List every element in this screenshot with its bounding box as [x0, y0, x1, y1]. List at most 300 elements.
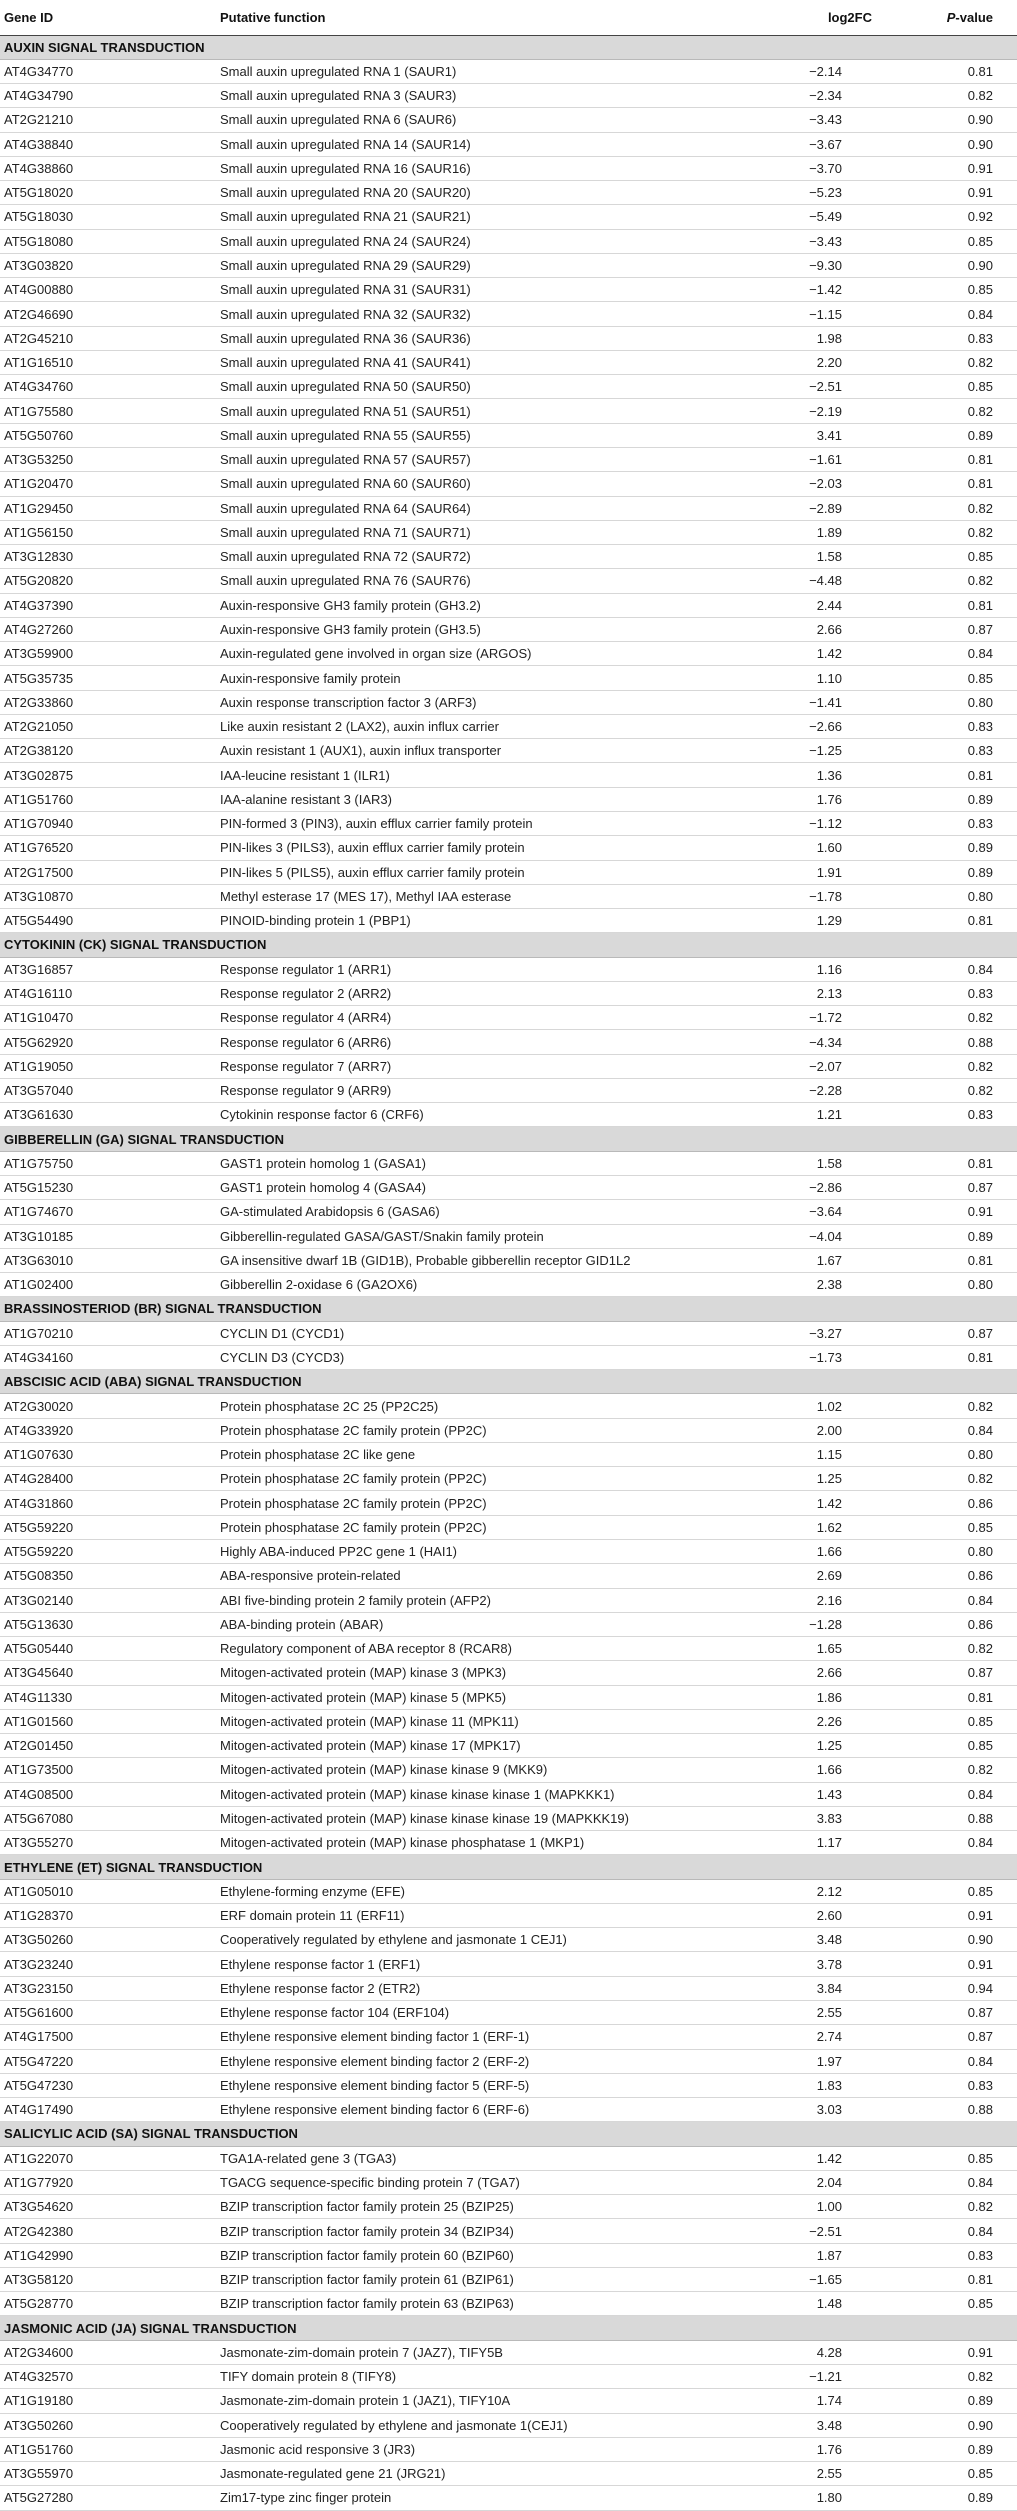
p-value-cell: 0.85 [896, 278, 1017, 302]
table-row [0, 836, 1017, 860]
table-row [0, 1734, 1017, 1758]
log2fc-cell: −4.04 [716, 1224, 896, 1248]
putative-function-cell: Small auxin upregulated RNA 29 (SAUR29) [216, 253, 716, 277]
putative-function-cell: Small auxin upregulated RNA 31 (SAUR31) [216, 278, 716, 302]
log2fc-cell: −5.23 [716, 181, 896, 205]
p-value-cell: 0.89 [896, 2389, 1017, 2413]
putative-function-cell: CYCLIN D3 (CYCD3) [216, 1345, 716, 1369]
p-value-cell: 0.83 [896, 739, 1017, 763]
gene-id-cell: AT1G70940 [0, 812, 216, 836]
p-value-cell: 0.91 [896, 1200, 1017, 1224]
putative-function-cell: TGACG sequence-specific binding protein 7 (TGA7) [216, 2170, 716, 2194]
putative-function-cell: Small auxin upregulated RNA 41 (SAUR41) [216, 350, 716, 374]
table-row [0, 1539, 1017, 1563]
section-header-row [0, 1855, 1017, 1879]
putative-function-cell: Protein phosphatase 2C family protein (PP2C) [216, 1418, 716, 1442]
putative-function-cell: Mitogen-activated protein (MAP) kinase 3 (MPK3) [216, 1661, 716, 1685]
log2fc-cell: −2.51 [716, 375, 896, 399]
putative-function-cell: TIFY domain protein 8 (TIFY8) [216, 2365, 716, 2389]
p-value-cell: 0.90 [896, 253, 1017, 277]
log2fc-cell: 1.17 [716, 1831, 896, 1855]
table-row [0, 229, 1017, 253]
table-row [0, 1345, 1017, 1369]
putative-function-cell: Mitogen-activated protein (MAP) kinase 17 (MPK17) [216, 1734, 716, 1758]
putative-function-cell: Cooperatively regulated by ethylene and jasmonate 1(CEJ1) [216, 2413, 716, 2437]
p-value-cell: 0.81 [896, 472, 1017, 496]
gene-id-cell: AT1G29450 [0, 496, 216, 520]
table-row [0, 1976, 1017, 2000]
log2fc-cell: −1.61 [716, 448, 896, 472]
table-row [0, 1903, 1017, 1927]
gene-id-cell: AT1G16510 [0, 350, 216, 374]
table-row [0, 1782, 1017, 1806]
table-row [0, 2219, 1017, 2243]
section-header-row [0, 35, 1017, 59]
log2fc-cell: 1.97 [716, 2049, 896, 2073]
table-row [0, 2340, 1017, 2364]
p-value-cell: 0.81 [896, 763, 1017, 787]
p-value-cell: 0.81 [896, 1685, 1017, 1709]
p-value-cell: 0.89 [896, 2437, 1017, 2461]
log2fc-cell: 3.41 [716, 423, 896, 447]
table-row [0, 1054, 1017, 1078]
p-value-cell: 0.82 [896, 1006, 1017, 1030]
putative-function-cell: Response regulator 4 (ARR4) [216, 1006, 716, 1030]
putative-function-cell: Small auxin upregulated RNA 36 (SAUR36) [216, 326, 716, 350]
table-row [0, 326, 1017, 350]
putative-function-cell: GAST1 protein homolog 4 (GASA4) [216, 1175, 716, 1199]
log2fc-cell: −3.27 [716, 1321, 896, 1345]
putative-function-cell: Cooperatively regulated by ethylene and jasmonate 1 CEJ1) [216, 1928, 716, 1952]
gene-id-cell: AT3G10185 [0, 1224, 216, 1248]
gene-id-cell: AT4G34790 [0, 84, 216, 108]
gene-id-cell: AT3G10870 [0, 884, 216, 908]
table-row [0, 1467, 1017, 1491]
putative-function-cell: Auxin-regulated gene involved in organ size (ARGOS) [216, 642, 716, 666]
p-value-cell: 0.83 [896, 1103, 1017, 1127]
log2fc-cell: 2.38 [716, 1273, 896, 1297]
table-row [0, 108, 1017, 132]
gene-id-cell: AT5G18030 [0, 205, 216, 229]
table-row [0, 884, 1017, 908]
putative-function-cell: Jasmonate-regulated gene 21 (JRG21) [216, 2462, 716, 2486]
table-row [0, 132, 1017, 156]
gene-id-cell: AT3G59900 [0, 642, 216, 666]
table-row [0, 2267, 1017, 2291]
log2fc-cell: −2.03 [716, 472, 896, 496]
table-row [0, 423, 1017, 447]
table-row [0, 496, 1017, 520]
section-header-row [0, 2316, 1017, 2340]
log2fc-cell: 1.43 [716, 1782, 896, 1806]
p-value-cell: 0.90 [896, 132, 1017, 156]
table-row [0, 2243, 1017, 2267]
section-title: ABSCISIC ACID (ABA) SIGNAL TRANSDUCTION [0, 1370, 1017, 1394]
log2fc-cell: 1.62 [716, 1515, 896, 1539]
p-value-cell: 0.83 [896, 981, 1017, 1005]
putative-function-cell: Highly ABA-induced PP2C gene 1 (HAI1) [216, 1539, 716, 1563]
log2fc-cell: −2.89 [716, 496, 896, 520]
putative-function-cell: GAST1 protein homolog 1 (GASA1) [216, 1151, 716, 1175]
log2fc-cell: 1.87 [716, 2243, 896, 2267]
p-value-cell: 0.82 [896, 496, 1017, 520]
putative-function-cell: ERF domain protein 11 (ERF11) [216, 1903, 716, 1927]
putative-function-cell: GA insensitive dwarf 1B (GID1B), Probable gibberellin receptor GID1L2 [216, 1248, 716, 1272]
table-row [0, 1879, 1017, 1903]
table-row [0, 2170, 1017, 2194]
gene-id-cell: AT5G61600 [0, 2001, 216, 2025]
log2fc-cell: 1.15 [716, 1442, 896, 1466]
p-value-cell: 0.85 [896, 666, 1017, 690]
gene-id-cell: AT4G33920 [0, 1418, 216, 1442]
log2fc-cell: −3.67 [716, 132, 896, 156]
log2fc-cell: 2.74 [716, 2025, 896, 2049]
log2fc-cell: 1.60 [716, 836, 896, 860]
table-row [0, 302, 1017, 326]
p-value-cell: 0.87 [896, 2001, 1017, 2025]
putative-function-cell: Protein phosphatase 2C family protein (PP2C) [216, 1467, 716, 1491]
p-value-cell: 0.87 [896, 617, 1017, 641]
table-row [0, 812, 1017, 836]
log2fc-cell: 1.00 [716, 2195, 896, 2219]
log2fc-cell: 1.66 [716, 1758, 896, 1782]
putative-function-cell: Mitogen-activated protein (MAP) kinase phosphatase 1 (MKP1) [216, 1831, 716, 1855]
log2fc-cell: 1.16 [716, 957, 896, 981]
p-value-cell: 0.81 [896, 1345, 1017, 1369]
section-header-row [0, 1297, 1017, 1321]
gene-id-cell: AT3G53250 [0, 448, 216, 472]
table-row [0, 2365, 1017, 2389]
table-row [0, 1564, 1017, 1588]
p-value-cell: 0.80 [896, 690, 1017, 714]
section-title: ETHYLENE (ET) SIGNAL TRANSDUCTION [0, 1855, 1017, 1879]
gene-id-cell: AT4G38840 [0, 132, 216, 156]
p-value-cell: 0.90 [896, 1928, 1017, 1952]
table-row [0, 545, 1017, 569]
gene-id-cell: AT1G73500 [0, 1758, 216, 1782]
p-value-cell: 0.89 [896, 2486, 1017, 2510]
p-value-cell: 0.91 [896, 2340, 1017, 2364]
table-row [0, 1030, 1017, 1054]
p-value-cell: 0.88 [896, 2098, 1017, 2122]
p-value-cell: 0.85 [896, 229, 1017, 253]
gene-id-cell: AT3G12830 [0, 545, 216, 569]
putative-function-cell: Jasmonate-zim-domain protein 7 (JAZ7), TIFY5B [216, 2340, 716, 2364]
putative-function-cell: Protein phosphatase 2C 25 (PP2C25) [216, 1394, 716, 1418]
putative-function-cell: Response regulator 9 (ARR9) [216, 1078, 716, 1102]
p-value-cell: 0.86 [896, 1491, 1017, 1515]
p-value-cell: 0.82 [896, 569, 1017, 593]
log2fc-cell: −2.14 [716, 59, 896, 83]
table-body [0, 35, 1017, 2510]
log2fc-cell: 1.76 [716, 2437, 896, 2461]
p-value-cell: 0.87 [896, 1661, 1017, 1685]
log2fc-cell: 3.48 [716, 1928, 896, 1952]
p-value-cell: 0.80 [896, 1442, 1017, 1466]
table-row [0, 1758, 1017, 1782]
gene-id-cell: AT2G21050 [0, 714, 216, 738]
table-row [0, 1661, 1017, 1685]
log2fc-cell: −3.43 [716, 229, 896, 253]
table-row [0, 1273, 1017, 1297]
p-value-cell: 0.85 [896, 375, 1017, 399]
putative-function-cell: Like auxin resistant 2 (LAX2), auxin influx carrier [216, 714, 716, 738]
putative-function-cell: Auxin response transcription factor 3 (ARF3) [216, 690, 716, 714]
gene-id-cell: AT1G05010 [0, 1879, 216, 1903]
p-value-cell: 0.81 [896, 593, 1017, 617]
table-row [0, 957, 1017, 981]
table-row [0, 1637, 1017, 1661]
gene-id-cell: AT5G18080 [0, 229, 216, 253]
p-value-cell: 0.85 [896, 1879, 1017, 1903]
gene-id-cell: AT5G05440 [0, 1637, 216, 1661]
p-value-cell: 0.92 [896, 205, 1017, 229]
putative-function-cell: Small auxin upregulated RNA 60 (SAUR60) [216, 472, 716, 496]
putative-function-cell: Ethylene responsive element binding factor 5 (ERF-5) [216, 2073, 716, 2097]
table-row [0, 2389, 1017, 2413]
log2fc-cell: −4.48 [716, 569, 896, 593]
p-value-cell: 0.82 [896, 1758, 1017, 1782]
table-header [0, 0, 1017, 35]
p-value-cell: 0.85 [896, 2462, 1017, 2486]
section-header-row [0, 1370, 1017, 1394]
gene-id-cell: AT2G21210 [0, 108, 216, 132]
putative-function-cell: ABA-binding protein (ABAR) [216, 1612, 716, 1636]
putative-function-cell: TGA1A-related gene 3 (TGA3) [216, 2146, 716, 2170]
gene-id-cell: AT3G54620 [0, 2195, 216, 2219]
table-row [0, 1078, 1017, 1102]
log2fc-cell: −2.28 [716, 1078, 896, 1102]
putative-function-cell: Small auxin upregulated RNA 72 (SAUR72) [216, 545, 716, 569]
gene-id-cell: AT4G31860 [0, 1491, 216, 1515]
table-row [0, 1321, 1017, 1345]
gene-id-cell: AT5G13630 [0, 1612, 216, 1636]
log2fc-cell: 1.98 [716, 326, 896, 350]
p-value-cell: 0.82 [896, 399, 1017, 423]
putative-function-cell: Small auxin upregulated RNA 32 (SAUR32) [216, 302, 716, 326]
log2fc-cell: 2.66 [716, 617, 896, 641]
p-value-cell: 0.83 [896, 714, 1017, 738]
p-value-cell: 0.84 [896, 1831, 1017, 1855]
putative-function-cell: Ethylene responsive element binding factor 6 (ERF-6) [216, 2098, 716, 2122]
p-value-cell: 0.87 [896, 1175, 1017, 1199]
log2fc-cell: −1.28 [716, 1612, 896, 1636]
putative-function-cell: BZIP transcription factor family protein 34 (BZIP34) [216, 2219, 716, 2243]
gene-id-cell: AT3G50260 [0, 1928, 216, 1952]
gene-id-cell: AT2G42380 [0, 2219, 216, 2243]
log2fc-cell: 3.78 [716, 1952, 896, 1976]
putative-function-cell: Mitogen-activated protein (MAP) kinase 5 (MPK5) [216, 1685, 716, 1709]
p-value-cell: 0.84 [896, 2219, 1017, 2243]
p-value-cell: 0.82 [896, 1637, 1017, 1661]
section-title: AUXIN SIGNAL TRANSDUCTION [0, 35, 1017, 59]
table-row [0, 1200, 1017, 1224]
gene-id-cell: AT2G33860 [0, 690, 216, 714]
gene-id-cell: AT4G32570 [0, 2365, 216, 2389]
log2fc-cell: 2.13 [716, 981, 896, 1005]
table-row [0, 739, 1017, 763]
log2fc-cell: 2.04 [716, 2170, 896, 2194]
p-value-cell: 0.83 [896, 2073, 1017, 2097]
putative-function-cell: GA-stimulated Arabidopsis 6 (GASA6) [216, 1200, 716, 1224]
putative-function-cell: Small auxin upregulated RNA 57 (SAUR57) [216, 448, 716, 472]
table-row [0, 1491, 1017, 1515]
table-row [0, 1248, 1017, 1272]
gene-id-cell: AT1G77920 [0, 2170, 216, 2194]
table-row [0, 1442, 1017, 1466]
p-value-cell: 0.82 [896, 1078, 1017, 1102]
log2fc-cell: 1.42 [716, 1491, 896, 1515]
log2fc-cell: −3.70 [716, 156, 896, 180]
p-value-cell: 0.94 [896, 1976, 1017, 2000]
header-gene-id: Gene ID [0, 0, 216, 35]
log2fc-cell: 2.69 [716, 1564, 896, 1588]
putative-function-cell: Small auxin upregulated RNA 51 (SAUR51) [216, 399, 716, 423]
p-value-cell: 0.84 [896, 1782, 1017, 1806]
putative-function-cell: Ethylene-forming enzyme (EFE) [216, 1879, 716, 1903]
table-row [0, 2437, 1017, 2461]
putative-function-cell: Small auxin upregulated RNA 71 (SAUR71) [216, 520, 716, 544]
table-row [0, 399, 1017, 423]
table-row [0, 84, 1017, 108]
p-value-cell: 0.89 [896, 1224, 1017, 1248]
p-value-cell: 0.83 [896, 326, 1017, 350]
p-value-cell: 0.83 [896, 2243, 1017, 2267]
gene-id-cell: AT1G70210 [0, 1321, 216, 1345]
log2fc-cell: −1.73 [716, 1345, 896, 1369]
p-value-cell: 0.90 [896, 108, 1017, 132]
table-row [0, 1709, 1017, 1733]
p-value-cell: 0.87 [896, 2025, 1017, 2049]
p-value-cell: 0.81 [896, 909, 1017, 933]
putative-function-cell: Response regulator 6 (ARR6) [216, 1030, 716, 1054]
p-value-cell: 0.85 [896, 545, 1017, 569]
table-row [0, 1103, 1017, 1127]
log2fc-cell: 1.67 [716, 1248, 896, 1272]
putative-function-cell: Zim17-type zinc finger protein [216, 2486, 716, 2510]
table-row [0, 448, 1017, 472]
p-value-cell: 0.82 [896, 1467, 1017, 1491]
section-title: JASMONIC ACID (JA) SIGNAL TRANSDUCTION [0, 2316, 1017, 2340]
p-value-cell: 0.80 [896, 1539, 1017, 1563]
putative-function-cell: Small auxin upregulated RNA 1 (SAUR1) [216, 59, 716, 83]
p-value-cell: 0.82 [896, 1394, 1017, 1418]
log2fc-cell: 1.89 [716, 520, 896, 544]
table-row [0, 2073, 1017, 2097]
gene-id-cell: AT2G46690 [0, 302, 216, 326]
p-value-cell: 0.81 [896, 1248, 1017, 1272]
gene-id-cell: AT3G23240 [0, 1952, 216, 1976]
gene-id-cell: AT3G50260 [0, 2413, 216, 2437]
p-value-cell: 0.81 [896, 59, 1017, 83]
log2fc-cell: −1.15 [716, 302, 896, 326]
gene-id-cell: AT3G61630 [0, 1103, 216, 1127]
section-header-row [0, 1127, 1017, 1151]
putative-function-cell: Small auxin upregulated RNA 21 (SAUR21) [216, 205, 716, 229]
table-row [0, 1515, 1017, 1539]
log2fc-cell: −2.66 [716, 714, 896, 738]
putative-function-cell: Small auxin upregulated RNA 24 (SAUR24) [216, 229, 716, 253]
p-value-cell: 0.88 [896, 1030, 1017, 1054]
gene-id-cell: AT5G28770 [0, 2292, 216, 2316]
gene-id-cell: AT4G34760 [0, 375, 216, 399]
gene-id-cell: AT1G01560 [0, 1709, 216, 1733]
gene-id-cell: AT1G19180 [0, 2389, 216, 2413]
p-value-cell: 0.89 [896, 787, 1017, 811]
gene-id-cell: AT5G59220 [0, 1539, 216, 1563]
table-row [0, 1224, 1017, 1248]
putative-function-cell: Jasmonate-zim-domain protein 1 (JAZ1), TIFY10A [216, 2389, 716, 2413]
table-row [0, 1928, 1017, 1952]
table-row [0, 763, 1017, 787]
putative-function-cell: Protein phosphatase 2C like gene [216, 1442, 716, 1466]
gene-id-cell: AT1G22070 [0, 2146, 216, 2170]
gene-id-cell: AT1G10470 [0, 1006, 216, 1030]
putative-function-cell: PIN-formed 3 (PIN3), auxin efflux carrier family protein [216, 812, 716, 836]
p-value-cell: 0.80 [896, 884, 1017, 908]
table-row [0, 1685, 1017, 1709]
log2fc-cell: 2.00 [716, 1418, 896, 1442]
p-value-cell: 0.85 [896, 2146, 1017, 2170]
gene-id-cell: AT1G74670 [0, 1200, 216, 1224]
log2fc-cell: 2.66 [716, 1661, 896, 1685]
log2fc-cell: −1.21 [716, 2365, 896, 2389]
putative-function-cell: Small auxin upregulated RNA 55 (SAUR55) [216, 423, 716, 447]
log2fc-cell: 3.83 [716, 1806, 896, 1830]
putative-function-cell: BZIP transcription factor family protein 60 (BZIP60) [216, 2243, 716, 2267]
gene-id-cell: AT4G17490 [0, 2098, 216, 2122]
gene-id-cell: AT2G45210 [0, 326, 216, 350]
section-header-row [0, 933, 1017, 957]
p-value-cell: 0.84 [896, 2170, 1017, 2194]
table-row [0, 1151, 1017, 1175]
section-title: SALICYLIC ACID (SA) SIGNAL TRANSDUCTION [0, 2122, 1017, 2146]
log2fc-cell: 4.28 [716, 2340, 896, 2364]
table-row [0, 690, 1017, 714]
putative-function-cell: Mitogen-activated protein (MAP) kinase kinase kinase 19 (MAPKKK19) [216, 1806, 716, 1830]
p-value-cell: 0.81 [896, 448, 1017, 472]
log2fc-cell: 2.26 [716, 1709, 896, 1733]
table-row [0, 617, 1017, 641]
table-row [0, 981, 1017, 1005]
log2fc-cell: 1.86 [716, 1685, 896, 1709]
log2fc-cell: −9.30 [716, 253, 896, 277]
table-row [0, 1006, 1017, 1030]
log2fc-cell: −2.19 [716, 399, 896, 423]
header-p-value [896, 0, 1017, 35]
gene-id-cell: AT1G20470 [0, 472, 216, 496]
putative-function-cell: Regulatory component of ABA receptor 8 (RCAR8) [216, 1637, 716, 1661]
putative-function-cell: BZIP transcription factor family protein 61 (BZIP61) [216, 2267, 716, 2291]
table-row [0, 253, 1017, 277]
gene-id-cell: AT3G57040 [0, 1078, 216, 1102]
gene-id-cell: AT5G20820 [0, 569, 216, 593]
gene-id-cell: AT4G08500 [0, 1782, 216, 1806]
log2fc-cell: 1.02 [716, 1394, 896, 1418]
gene-id-cell: AT3G16857 [0, 957, 216, 981]
p-value-cell: 0.87 [896, 1321, 1017, 1345]
log2fc-cell: 2.55 [716, 2001, 896, 2025]
gene-id-cell: AT1G07630 [0, 1442, 216, 1466]
log2fc-cell: 2.55 [716, 2462, 896, 2486]
table-row [0, 642, 1017, 666]
table-row [0, 2413, 1017, 2437]
log2fc-cell: 1.48 [716, 2292, 896, 2316]
putative-function-cell: CYCLIN D1 (CYCD1) [216, 1321, 716, 1345]
gene-id-cell: AT1G76520 [0, 836, 216, 860]
table-row [0, 375, 1017, 399]
putative-function-cell: Protein phosphatase 2C family protein (PP2C) [216, 1515, 716, 1539]
